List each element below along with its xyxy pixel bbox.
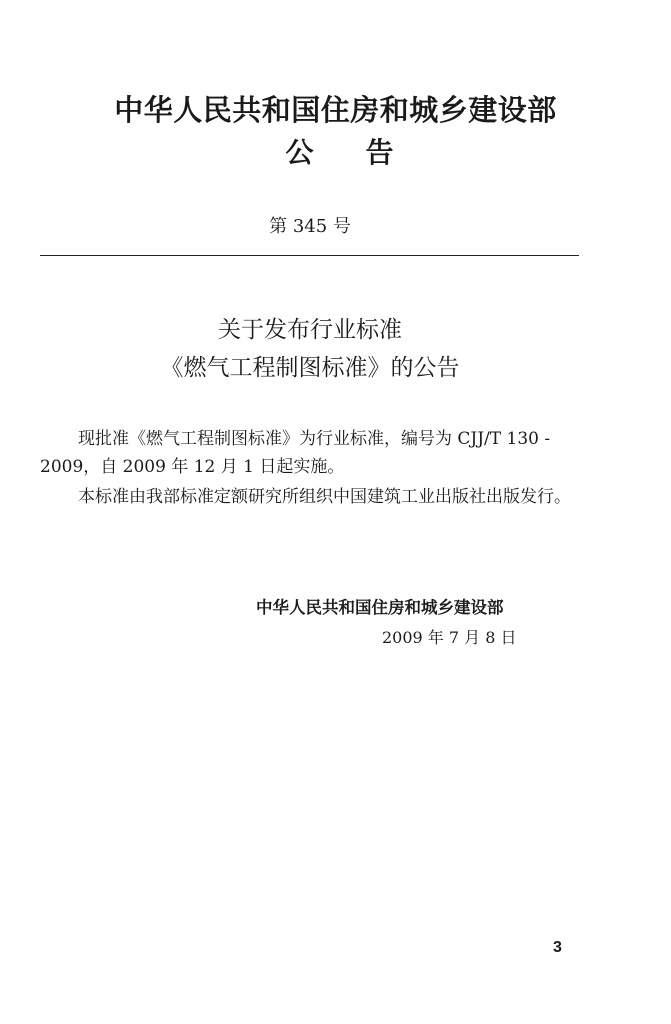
body-paragraph-1: 现批准《燃气工程制图标准》为行业标准，编号为 CJJ/T 130 - 2009，自 2009 年 12 月 1 日起实施。	[40, 429, 551, 477]
document-title-line-2: 《燃气工程制图标准》的公告	[160, 355, 460, 381]
signature-organization: 中华人民共和国住房和城乡建设部	[256, 598, 504, 617]
document-number: 第 345 号	[269, 216, 351, 237]
signature-date: 2009 年 7 月 8 日	[382, 628, 517, 647]
document-title-line-1: 关于发布行业标准	[218, 317, 402, 343]
header-divider	[40, 255, 579, 256]
body-paragraph-2: 本标准由我部标准定额研究所组织中国建筑工业出版社出版发行。	[78, 487, 571, 507]
announcement-heading: 公告	[285, 136, 446, 169]
page-number: 3	[553, 939, 562, 956]
ministry-heading: 中华人民共和国住房和城乡建设部	[114, 93, 557, 127]
